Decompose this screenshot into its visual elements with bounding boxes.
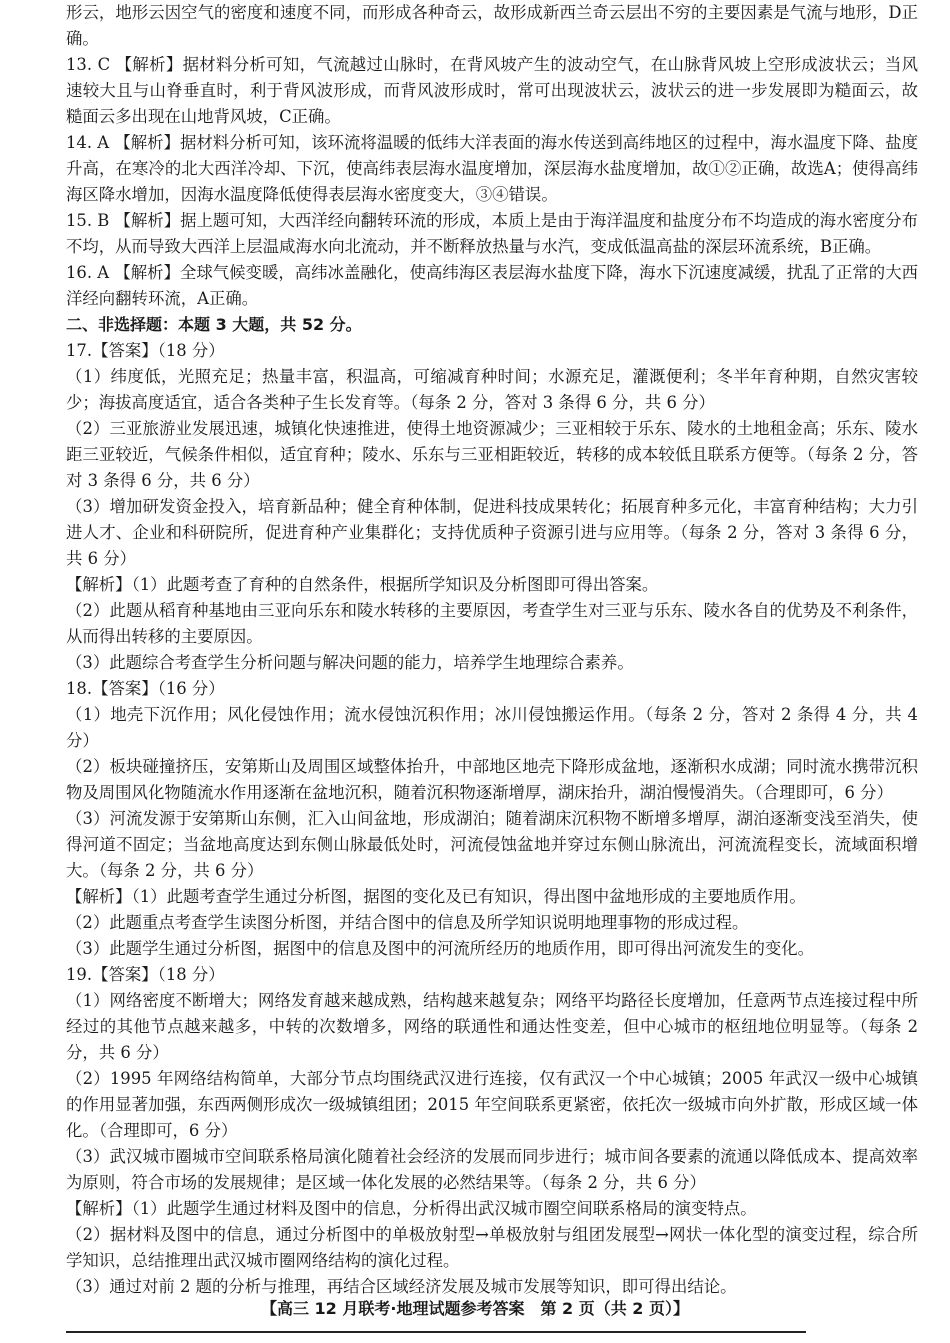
answer-paragraph: （3）武汉城市圈城市空间联系格局演化随着社会经济的发展而同步进行；城市间各要素的流通以降低成本、提高效率为原则，符合市场的发展规律；是区域一体化发展的必然结果等。（每条 2 分，共 6 分） [66,1147,918,1192]
answer-paragraph: 【解析】（1）此题学生通过材料及图中的信息，分析得出武汉城市圈空间联系格局的演变特点。 [66,1199,757,1218]
footer-divider [66,1331,806,1333]
answer-paragraph: 18.【答案】（16 分） [66,679,225,698]
answer-paragraph: （2）据材料及图中的信息，通过分析图中的单极放射型→单极放射与组团发展型→网状一体化型的演变过程，综合所学知识，总结推理出武汉城市圈网络结构的演化过程。 [66,1225,918,1270]
answer-paragraph: 13. C 【解析】据材料分析可知，气流越过山脉时，在背风坡产生的波动空气，在山脉背风坡上空形成波状云；当风速较大且与山脊垂直时，利于背风波形成，而背风波形成时，常可出现波状云，波状云的进一步发展即为糙面云，故糙面云多出现在山地背风坡，C正确。 [66,55,918,126]
answer-paragraph: （1）纬度低，光照充足；热量丰富，积温高，可缩减育种时间；水源充足，灌溉便利；冬半年育种期，自然灾害较少；海拔高度适宜，适合各类种子生长发育等。（每条 2 分，答对 3 条得 6 分，共 6 分） [66,367,918,412]
answer-paragraph: 15. B 【解析】据上题可知，大西洋经向翻转环流的形成，本质上是由于海洋温度和盐度分布不均造成的海水密度分布不均，从而导致大西洋上层温咸海水向北流动，并不断释放热量与水汽，变成低温高盐的深层环流系统，B正确。 [66,211,918,256]
answer-paragraph: 【解析】（1）此题考查学生通过分析图，据图的变化及已有知识，得出图中盆地形成的主要地质作用。 [66,887,806,906]
answer-paragraph: （1）地壳下沉作用；风化侵蚀作用；流水侵蚀沉积作用；冰川侵蚀搬运作用。（每条 2 分，答对 2 条得 4 分，共 4 分） [66,705,918,750]
answer-paragraph: 【解析】（1）此题考查了育种的自然条件，根据所学知识及分析图即可得出答案。 [66,575,659,594]
answer-paragraph: （2）板块碰撞挤压，安第斯山及周围区域整体抬升，中部地区地壳下降形成盆地，逐渐积水成湖；同时流水携带沉积物及周围风化物随流水作用逐渐在盆地沉积，随着沉积物逐渐增厚，湖床抬升，湖泊慢慢消失。（合理即可，6 分） [66,757,918,802]
answer-paragraph: （3）河流发源于安第斯山东侧，汇入山间盆地，形成湖泊；随着湖床沉积物不断增多增厚，湖泊逐渐变浅至消失，使得河道不固定；当盆地高度达到东侧山脉最低处时，河流侵蚀盆地并穿过东侧山脉流出，河流流程变长，流域面积增大。（每条 2 分，共 6 分） [66,809,918,880]
answer-content [66,0,918,1300]
answer-paragraph: （2）此题重点考查学生读图分析图，并结合图中的信息及所学知识说明地理事物的形成过程。 [66,913,749,932]
answer-paragraph: （3）增加研发资金投入，培育新品种；健全育种体制，促进科技成果转化；拓展育种多元化，丰富育种结构；大力引进人才、企业和科研院所，促进育种产业集群化；支持优质种子资源引进与应用等。（每条 2 分，答对 3 条得 6 分，共 6 分） [66,497,918,568]
answer-paragraph: 形云，地形云因空气的密度和速度不同，而形成各种奇云，故形成新西兰奇云层出不穷的主要因素是气流与地形，D正确。 [66,3,918,48]
answer-paragraph: 19.【答案】（18 分） [66,965,225,984]
answer-paragraph: （2）此题从稻育种基地由三亚向乐东和陵水转移的主要原因，考查学生对三亚与乐东、陵水各自的优势及不利条件，从而得出转移的主要原因。 [66,601,918,646]
answer-paragraph: 14. A 【解析】据材料分析可知，该环流将温暖的低纬大洋表面的海水传送到高纬地区的过程中，海水温度下降、盐度升高，在寒冷的北大西洋冷却、下沉，使高纬表层海水温度增加，深层海水盐度增加，故①②正确，故选A；使得高纬海区降水增加，因海水温度降低使得表层海水密度变大，③④错误。 [66,133,918,204]
answer-paragraph: （3）此题综合考查学生分析问题与解决问题的能力，培养学生地理综合素养。 [66,653,634,672]
answer-paragraph: 17.【答案】（18 分） [66,341,225,360]
page-footer: 【高三 12 月联考·地理试题参考答案 第 2 页（共 2 页）】 [260,1299,690,1318]
section-heading: 二、非选择题：本题 3 大题，共 52 分。 [66,315,362,334]
answer-paragraph: 16. A 【解析】全球气候变暖，高纬冰盖融化，使高纬海区表层海水盐度下降，海水下沉速度减缓，扰乱了正常的大西洋经向翻转环流，A正确。 [66,263,918,308]
answer-paragraph: （3）此题学生通过分析图，据图中的信息及图中的河流所经历的地质作用，即可得出河流发生的变化。 [66,939,815,958]
answer-paragraph: （2）1995 年网络结构简单，大部分节点均围绕武汉进行连接，仅有武汉一个中心城镇；2005 年武汉一级中心城镇的作用显著加强，东西两侧形成次一级城镇组团；2015 年空间联系更紧密，依托次一级城市向外扩散，形成区域一体化。（合理即可，6 分） [66,1069,918,1140]
answer-paragraph: （2）三亚旅游业发展迅速，城镇化快速推进，使得土地资源减少；三亚相较于乐东、陵水的土地租金高；乐东、陵水距三亚较近，气候条件相似，适宜育种；陵水、乐东与三亚相距较近，转移的成本较低且联系方便等。（每条 2 分，答对 3 条得 6 分，共 6 分） [66,419,918,490]
answer-paragraph: （1）网络密度不断增大；网络发育越来越成熟，结构越来越复杂；网络平均路径长度增加，任意两节点连接过程中所经过的其他节点越来越多，中转的次数增多，网络的联通性和通达性变差，但中心城市的枢纽地位明显等。（每条 2 分，共 6 分） [66,991,918,1062]
answer-paragraph: （3）通过对前 2 题的分析与推理，再结合区域经济发展及城市发展等知识，即可得出结论。 [66,1277,737,1296]
